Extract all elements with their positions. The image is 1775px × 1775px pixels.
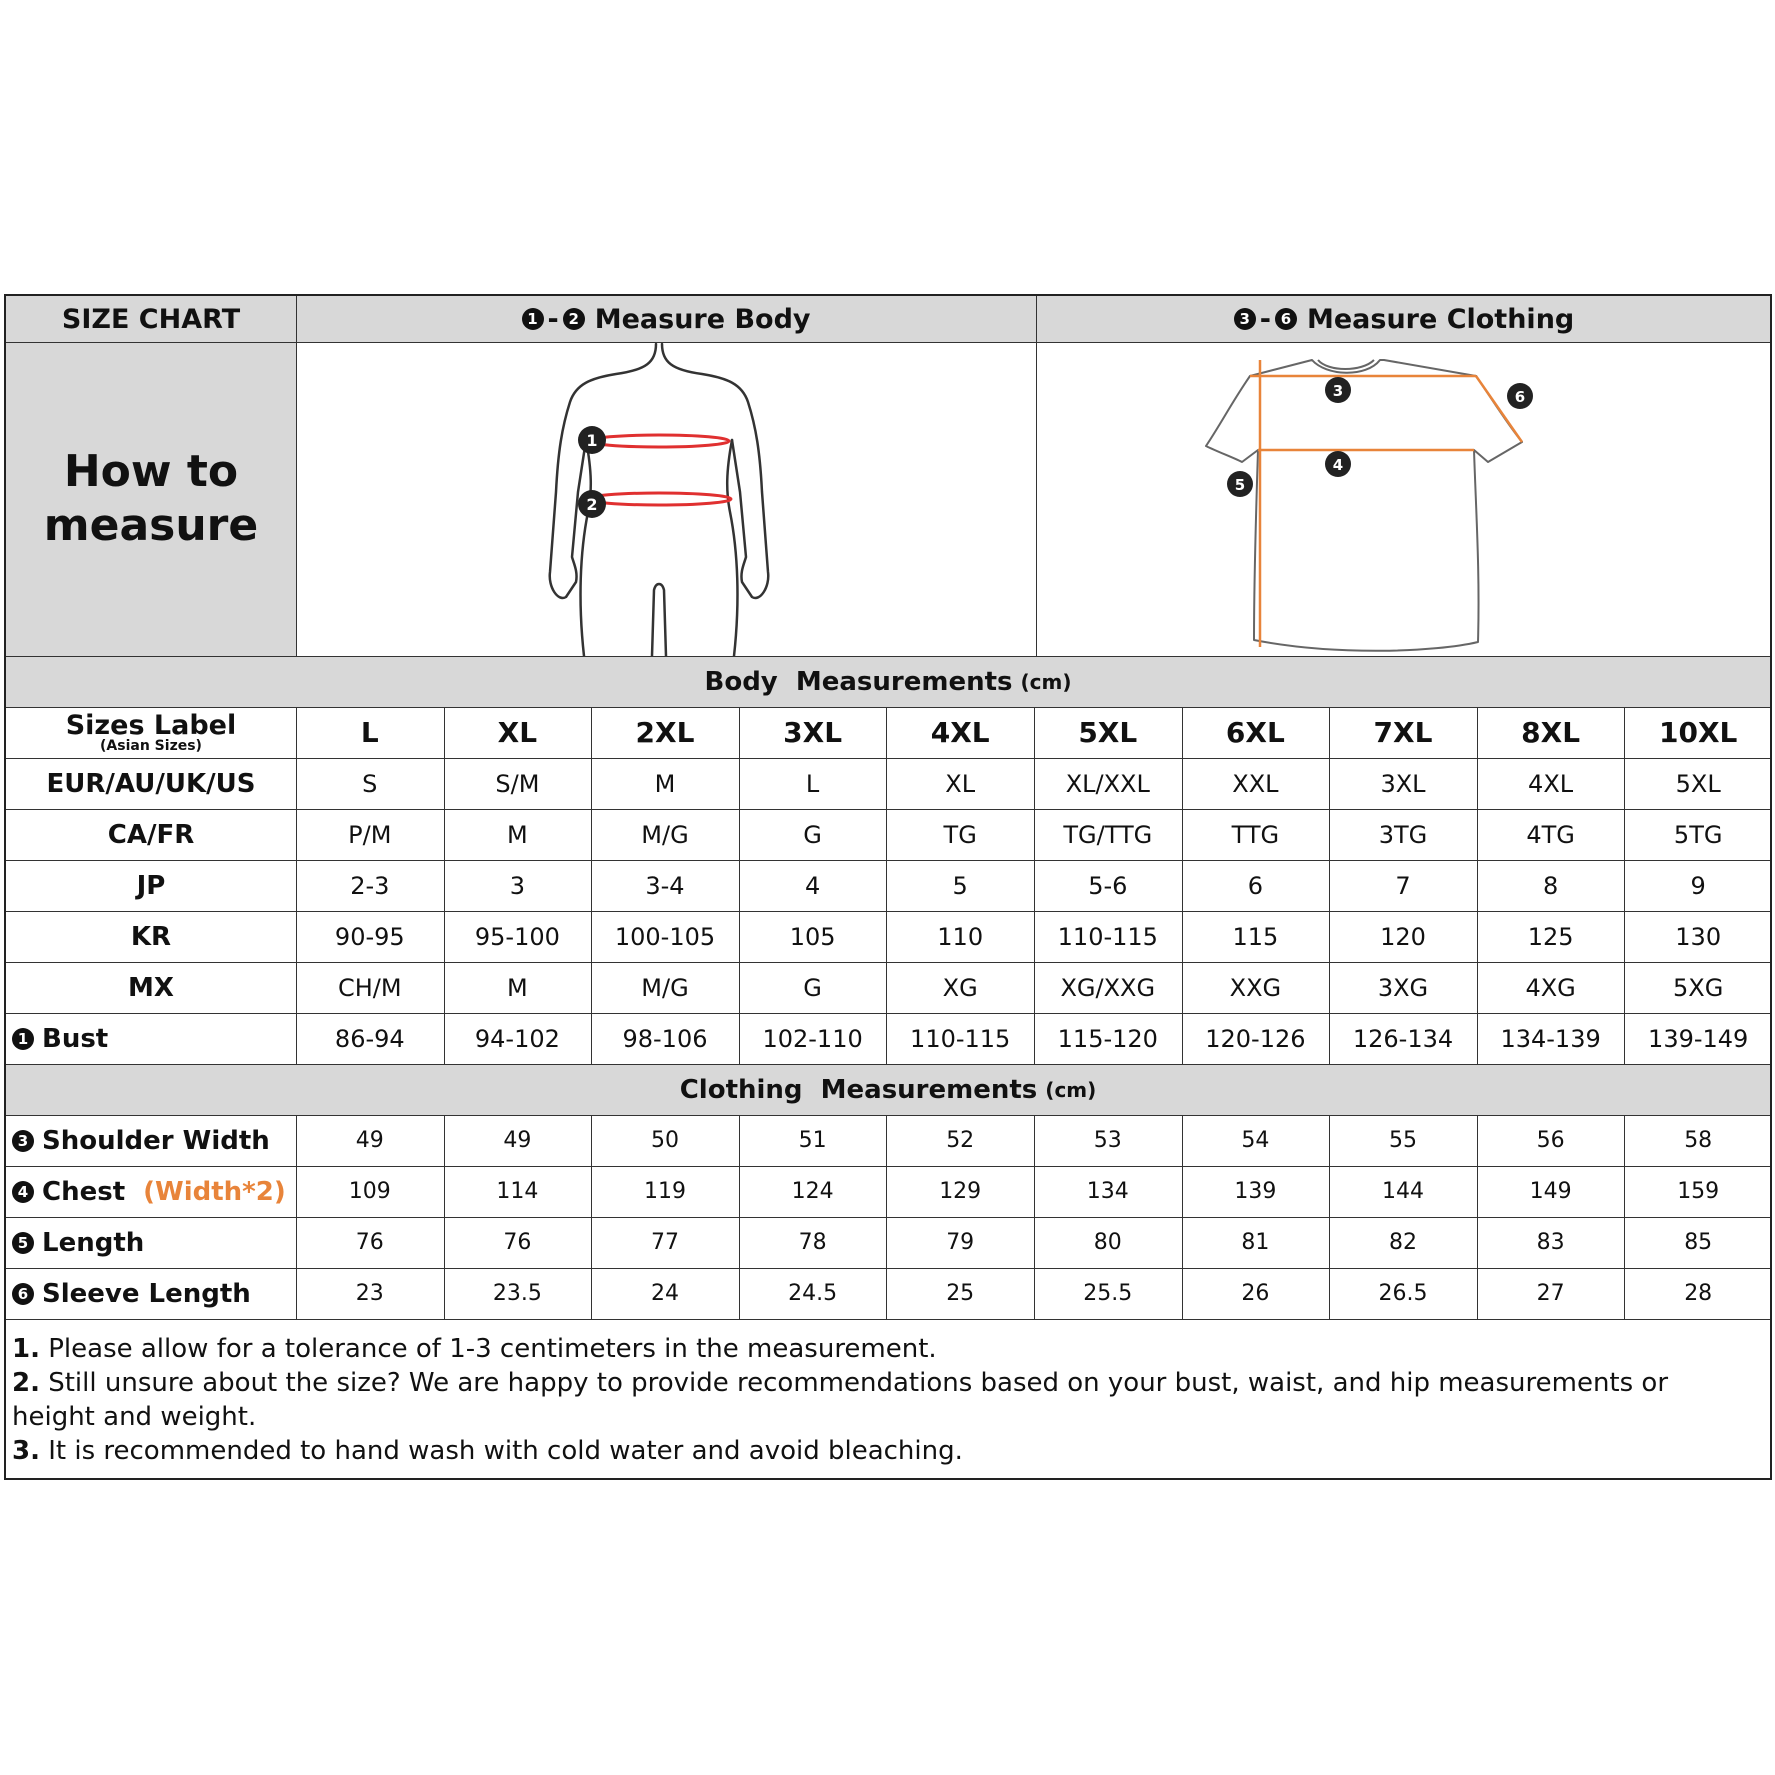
table-cell: CH/M — [337, 973, 402, 1002]
table-cell: L — [805, 769, 820, 798]
body-section-unit: (cm) — [1020, 669, 1072, 694]
table-cell: 54 — [1241, 1128, 1270, 1153]
row-label — [6, 1268, 302, 1319]
table-cell: 55 — [1388, 1128, 1417, 1153]
table-cell: 144 — [1381, 1179, 1424, 1204]
table-cell: 130 — [1675, 922, 1722, 951]
body-measurements-title — [6, 656, 1770, 707]
row-label-text: Sleeve Length — [42, 1278, 251, 1309]
size-header: 7XL — [1373, 716, 1433, 749]
table-cell: 5XG — [1673, 973, 1724, 1002]
table-cell: 49 — [355, 1128, 384, 1153]
table-cell: 81 — [1241, 1230, 1270, 1255]
how-to-line2: measure — [43, 500, 259, 551]
size-header: 8XL — [1521, 716, 1581, 749]
clothing-measurements-title — [6, 1064, 1770, 1115]
table-cell: S/M — [495, 769, 540, 798]
size-header: 4XL — [930, 716, 990, 749]
num-6-icon: 6 — [1275, 308, 1297, 330]
table-cell: 120-126 — [1205, 1024, 1306, 1053]
table-cell: 9 — [1690, 871, 1706, 900]
row-label: KR — [130, 921, 172, 952]
body-diagram — [296, 342, 1036, 656]
table-cell: M/G — [641, 820, 689, 849]
table-cell: M — [507, 973, 528, 1002]
table-cell: 3-4 — [645, 871, 685, 900]
table-cell: XG — [942, 973, 978, 1002]
table-cell: 76 — [503, 1230, 532, 1255]
table-cell: 50 — [650, 1128, 679, 1153]
table-cell: P/M — [348, 820, 392, 849]
size-header: 10XL — [1658, 716, 1738, 749]
table-cell: 25 — [946, 1281, 975, 1306]
table-cell: 24.5 — [788, 1281, 838, 1306]
size-header: 3XL — [783, 716, 843, 749]
table-cell: 110-115 — [1057, 922, 1158, 951]
sizes-label-sub: (Asian Sizes) — [100, 737, 202, 754]
table-cell: 4XG — [1525, 973, 1576, 1002]
table-cell: 5TG — [1673, 820, 1723, 849]
table-cell: 52 — [946, 1128, 975, 1153]
note-3: 3. It is recommended to hand wash with cold water and avoid bleaching. — [12, 1436, 963, 1466]
table-cell: XXL — [1232, 769, 1279, 798]
table-cell: 98-106 — [622, 1024, 708, 1053]
table-cell: XXG — [1229, 973, 1282, 1002]
table-cell: G — [803, 973, 822, 1002]
table-cell: 79 — [946, 1230, 975, 1255]
table-cell: 139-149 — [1648, 1024, 1749, 1053]
table-cell: 115 — [1232, 922, 1279, 951]
size-header: 6XL — [1225, 716, 1285, 749]
num-1-icon: 1 — [522, 308, 544, 330]
row-label-text: Length — [42, 1227, 145, 1258]
table-cell: 110-115 — [910, 1024, 1011, 1053]
table-cell: 5-6 — [1088, 871, 1128, 900]
measure-body-header: 1 - 2 Measure Body — [296, 296, 1036, 342]
how-to-measure — [6, 342, 296, 656]
num-3-icon: 3 — [1234, 308, 1256, 330]
row-label: JP — [136, 870, 166, 901]
notes-block — [12, 1332, 1756, 1468]
row-label-text: Chest — [42, 1176, 126, 1207]
measure-clothing-label: Measure Clothing — [1306, 303, 1575, 335]
table-cell: 95-100 — [474, 922, 560, 951]
table-cell: M/G — [641, 973, 689, 1002]
size-header: XL — [497, 716, 538, 749]
table-cell: 4TG — [1526, 820, 1575, 849]
table-cell: 26 — [1241, 1281, 1270, 1306]
table-cell: 51 — [798, 1128, 827, 1153]
grid-line — [6, 1064, 1770, 1065]
num-6-icon: 6 — [12, 1283, 34, 1305]
measure-body-label: Measure Body — [594, 303, 811, 335]
table-cell: M — [654, 769, 676, 798]
table-cell: 53 — [1093, 1128, 1122, 1153]
table-cell: 5XL — [1675, 769, 1721, 798]
size-header: 2XL — [635, 716, 695, 749]
table-cell: TG — [943, 820, 977, 849]
table-cell: 139 — [1234, 1179, 1277, 1204]
shirt-diagram — [1036, 342, 1772, 656]
table-cell: 25.5 — [1083, 1281, 1133, 1306]
table-cell: 134 — [1086, 1179, 1129, 1204]
table-cell: 5 — [952, 871, 968, 900]
body-section-title: Body Measurements — [704, 666, 1013, 697]
table-cell: 159 — [1677, 1179, 1720, 1204]
table-cell: 76 — [355, 1230, 384, 1255]
clothing-section-unit: (cm) — [1045, 1077, 1097, 1102]
shirt-label-6: 6 — [1514, 388, 1526, 406]
shirt-label-3: 3 — [1332, 382, 1344, 400]
table-cell: 110 — [937, 922, 984, 951]
table-cell: 90-95 — [334, 922, 405, 951]
table-cell: S — [362, 769, 378, 798]
body-label-1: 1 — [586, 431, 598, 450]
shirt-label-4: 4 — [1332, 456, 1344, 474]
table-cell: XG/XXG — [1060, 973, 1156, 1002]
table-cell: 26.5 — [1378, 1281, 1428, 1306]
table-cell: 8 — [1542, 871, 1559, 900]
grid-line — [6, 342, 1770, 343]
num-3-icon: 3 — [12, 1130, 34, 1152]
table-cell: 119 — [643, 1179, 686, 1204]
how-to-line1: How to — [63, 446, 239, 497]
row-label — [6, 1217, 302, 1268]
table-cell: 94-102 — [474, 1024, 560, 1053]
clothing-section-title: Clothing Measurements — [679, 1074, 1038, 1105]
table-cell: 83 — [1536, 1230, 1565, 1255]
table-cell: 102-110 — [762, 1024, 863, 1053]
size-header: L — [360, 716, 379, 749]
table-cell: 149 — [1529, 1179, 1572, 1204]
table-cell: 58 — [1684, 1128, 1713, 1153]
row-label — [6, 1166, 302, 1217]
grid-line — [1036, 296, 1037, 656]
size-header: 5XL — [1078, 716, 1138, 749]
note-1: 1. Please allow for a tolerance of 1-3 centimeters in the measurement. — [12, 1334, 937, 1364]
table-cell: 114 — [496, 1179, 539, 1204]
num-2-icon: 2 — [563, 308, 585, 330]
table-cell: 28 — [1684, 1281, 1713, 1306]
size-chart-sheet — [4, 294, 1772, 1480]
grid-line — [6, 656, 1770, 657]
table-cell: 124 — [791, 1179, 834, 1204]
table-cell: 3TG — [1378, 820, 1428, 849]
table-cell: 27 — [1536, 1281, 1565, 1306]
table-cell: 134-139 — [1500, 1024, 1601, 1053]
table-cell: TTG — [1231, 820, 1280, 849]
table-cell: 7 — [1395, 871, 1411, 900]
row-label-extra: (Width*2) — [143, 1176, 286, 1207]
num-1-icon: 1 — [12, 1028, 34, 1050]
grid-line — [6, 1319, 1770, 1320]
sizes-label-main: Sizes Label — [65, 709, 237, 741]
note-2: 2. Still unsure about the size? We are happy to provide recommendations based on your bust, waist, and hip measurements or height and weight. — [12, 1368, 1669, 1432]
table-cell: 56 — [1536, 1128, 1565, 1153]
sizes-label-cell — [6, 707, 296, 758]
body-label-2: 2 — [586, 495, 598, 514]
table-cell: 78 — [798, 1230, 827, 1255]
table-cell: M — [507, 820, 528, 849]
table-cell: XL — [945, 769, 976, 798]
table-cell: G — [803, 820, 822, 849]
table-cell: 23 — [355, 1281, 384, 1306]
table-cell: 24 — [650, 1281, 679, 1306]
table-cell: 115-120 — [1057, 1024, 1158, 1053]
table-cell: 23.5 — [492, 1281, 542, 1306]
row-label-text: Bust — [42, 1023, 109, 1054]
num-4-icon: 4 — [12, 1181, 34, 1203]
table-cell: 80 — [1093, 1230, 1122, 1255]
row-label-text: Shoulder Width — [42, 1125, 270, 1156]
table-cell: 105 — [789, 922, 836, 951]
table-cell: 3 — [509, 871, 526, 900]
table-cell: 3XL — [1380, 769, 1426, 798]
row-label — [6, 1013, 302, 1064]
shirt-label-5: 5 — [1234, 476, 1246, 494]
measure-clothing-header: 3 - 6 Measure Clothing — [1036, 296, 1772, 342]
table-cell: 86-94 — [334, 1024, 405, 1053]
grid-line — [296, 296, 297, 656]
table-cell: 4 — [804, 871, 821, 900]
table-cell: 2-3 — [350, 871, 390, 900]
row-label — [6, 1115, 302, 1166]
table-cell: TG/TTG — [1063, 820, 1153, 849]
num-5-icon: 5 — [12, 1232, 34, 1254]
table-cell: 82 — [1388, 1230, 1417, 1255]
table-cell: 85 — [1684, 1230, 1713, 1255]
table-cell: 77 — [650, 1230, 679, 1255]
table-cell: 129 — [939, 1179, 982, 1204]
row-label: EUR/AU/UK/US — [46, 768, 256, 799]
table-cell: 4XL — [1528, 769, 1574, 798]
table-cell: 6 — [1247, 871, 1264, 900]
row-label: MX — [128, 972, 174, 1003]
table-cell: 49 — [503, 1128, 532, 1153]
table-cell: XL/XXL — [1065, 769, 1150, 798]
table-cell: 100-105 — [614, 922, 716, 951]
table-cell: 3XG — [1377, 973, 1429, 1002]
size-chart-title: SIZE CHART — [61, 303, 241, 335]
row-label: CA/FR — [107, 819, 195, 850]
table-cell: 109 — [348, 1179, 391, 1204]
table-cell: 125 — [1527, 922, 1574, 951]
table-cell: 120 — [1380, 922, 1426, 951]
table-cell: 126-134 — [1352, 1024, 1454, 1053]
